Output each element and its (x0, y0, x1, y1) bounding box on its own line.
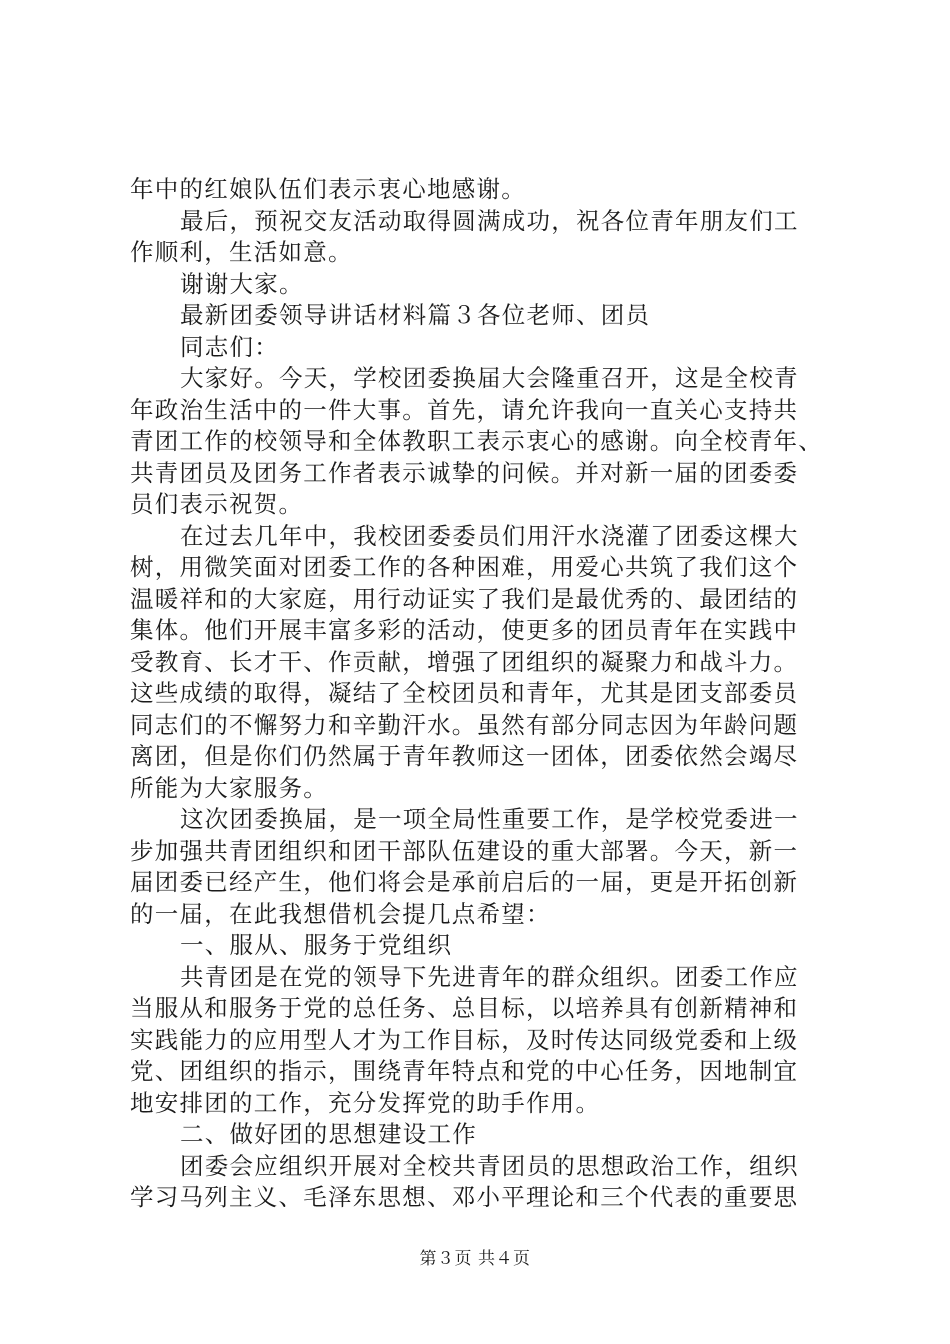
text-line: 年中的红娘队伍们表示衷心地感谢。 (130, 175, 526, 203)
text-line: 受教育、长才干、作贡献，增强了团组织的凝聚力和战斗力。 (130, 647, 799, 676)
text-line: 实践能力的应用型人才为工作目标，及时传达同级党委和上级 (130, 1025, 799, 1054)
text-line: 二、做好团的思想建设工作 (180, 1120, 477, 1148)
text-line: 温暖祥和的大家庭，用行动证实了我们是最优秀的、最团结的 (130, 584, 799, 613)
text-line: 年政治生活中的一件大事。首先，请允许我向一直关心支持共 (130, 395, 799, 424)
text-line: 离团，但是你们仍然属于青年教师这一团体，团委依然会竭尽 (130, 742, 799, 770)
text-line: 大家好。今天，学校团委换届大会隆重召开，这是全校青 (180, 364, 799, 392)
text-line: 青团工作的校领导和全体教职工表示衷心的感谢。向全校青年、 (130, 427, 823, 455)
text-line: 作顺利，生活如意。 (130, 238, 353, 266)
page-footer: 第３页 共４页 (419, 1249, 531, 1269)
text-line: 的一届，在此我想借机会提几点希望： (130, 899, 551, 928)
text-line: 树，用微笑面对团委工作的各种困难，用爱心共筑了我们这个 (130, 553, 799, 581)
text-line: 这些成绩的取得，凝结了全校团员和青年，尤其是团支部委员 (130, 679, 799, 707)
text-line: 步加强共青团组织和团干部队伍建设的重大部署。今天，新一 (130, 836, 799, 865)
text-line: 这次团委换届，是一项全局性重要工作，是学校党委进一 (180, 805, 799, 833)
text-line: 同志们： (180, 332, 279, 361)
text-line: 共青团是在党的领导下先进青年的群众组织。团委工作应 (180, 962, 799, 991)
text-line: 当服从和服务于党的总任务、总目标，以培养具有创新精神和 (130, 994, 799, 1022)
text-line: 集体。他们开展丰富多彩的活动，使更多的团员青年在实践中 (130, 616, 799, 644)
text-line: 最新团委领导讲话材料篇３各位老师、团员 (180, 301, 651, 329)
text-line: 学习马列主义、毛泽东思想、邓小平理论和三个代表的重要思 (130, 1183, 799, 1211)
text-line: 团委会应组织开展对全校共青团员的思想政治工作，组织 (180, 1151, 799, 1180)
text-line: 共青团员及团务工作者表示诚挚的问候。并对新一届的团委委 (130, 458, 799, 487)
text-line: 在过去几年中，我校团委委员们用汗水浇灌了团委这棵大 (180, 521, 799, 550)
text-line: 一、服从、服务于党组织 (180, 931, 453, 959)
text-line: 党、团组织的指示，围绕青年特点和党的中心任务，因地制宜 (130, 1057, 799, 1085)
text-line: 届团委已经产生，他们将会是承前启后的一届，更是开拓创新 (130, 868, 799, 896)
text-line: 最后，预祝交友活动取得圆满成功，祝各位青年朋友们工 (180, 206, 799, 235)
text-line: 同志们的不懈努力和辛勤汗水。虽然有部分同志因为年龄问题 (130, 710, 799, 739)
text-line: 所能为大家服务。 (130, 773, 328, 802)
text-line: 员们表示祝贺。 (130, 490, 304, 518)
text-line: 地安排团的工作，充分发挥党的助手作用。 (130, 1088, 601, 1117)
document-body (130, 174, 830, 1214)
text-line: 谢谢大家。 (180, 269, 304, 298)
